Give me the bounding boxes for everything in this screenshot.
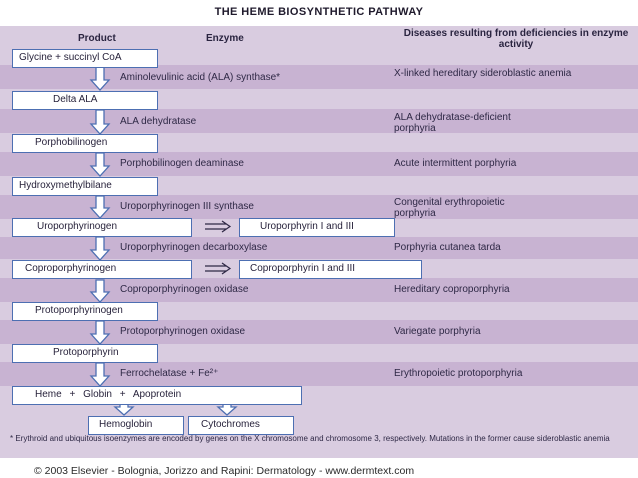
product-box-delta-ala: Delta ALA [12,91,158,110]
enzyme-header: Enzyme [206,33,244,44]
down-arrow [115,404,133,415]
product-box-uroporphyrinogen: Uroporphyrinogen [12,218,192,237]
product-box-protoporphyrin: Protoporphyrin [12,344,158,363]
disease-label: Congenital erythropoietic porphyria [394,197,505,219]
product-box-porphobilinogen: Porphobilinogen [12,134,158,153]
enzyme-label: Protoporphyrinogen oxidase [120,326,246,337]
product-box-glycine: Glycine + succinyl CoA [12,49,158,68]
down-arrow [91,237,109,260]
disease-label: Erythropoietic protoporphyria [394,368,523,379]
down-arrow [91,321,109,344]
final-product-cytochromes: Cytochromes [188,416,294,435]
enzyme-label: ALA dehydratase [120,116,197,127]
disease-label: Porphyria cutanea tarda [394,242,501,253]
enzyme-label: Coproporphyrinogen oxidase [120,284,249,295]
disease-label: ALA dehydratase-deficient porphyria [394,112,511,134]
side-product-uroporphyrin: Uroporphyrin I and III [239,218,395,237]
disease-header: Diseases resulting from deficiencies in enzyme activity [403,28,629,50]
down-arrow [91,196,109,218]
final-product-hemoglobin: Hemoglobin [88,416,184,435]
enzyme-label: Porphobilinogen deaminase [120,158,244,169]
down-arrow [91,280,109,302]
copyright-notice: © 2003 Elsevier - Bolognia, Jorizzo and Rapini: Dermatology - www.dermtext.com [34,465,415,477]
product-header: Product [78,33,116,44]
product-box-coproporphyrinogen: Coproporphyrinogen [12,260,192,279]
disease-label: X-linked hereditary sideroblastic anemia [394,68,572,79]
product-box-protoporphyrinogen: Protoporphyrinogen [12,302,158,321]
disease-label: Acute intermittent porphyria [394,158,517,169]
down-arrow [91,153,109,176]
diagram-title: THE HEME BIOSYNTHETIC PATHWAY [214,6,424,18]
footnote: * Erythroid and ubiquitous isoenzymes are encoded by genes on the X chromosome and chromosome 3, respectively. Mutations in the former cause sideroblastic anemia [10,434,610,443]
down-arrow [218,404,236,415]
side-product-coproporphyrin: Coproporphyrin I and III [239,260,422,279]
enzyme-label: Aminolevulinic acid (ALA) synthase* [120,72,281,83]
disease-label: Hereditary coproporphyria [394,284,510,295]
enzyme-label: Uroporphyrinogen III synthase [120,201,254,212]
disease-label: Variegate porphyria [394,326,481,337]
product-box-heme-globin-apoprotein: Heme + Globin + Apoprotein [12,386,302,405]
enzyme-label: Uroporphyrinogen decarboxylase [120,242,268,253]
down-arrow [91,363,109,386]
right-arrow [205,263,230,274]
down-arrow [91,67,109,90]
down-arrow [91,110,109,134]
product-box-hydroxymethylbilane: Hydroxymethylbilane [12,177,158,196]
right-arrow [205,221,230,232]
enzyme-label: Ferrochelatase + Fe²⁺ [120,368,219,379]
